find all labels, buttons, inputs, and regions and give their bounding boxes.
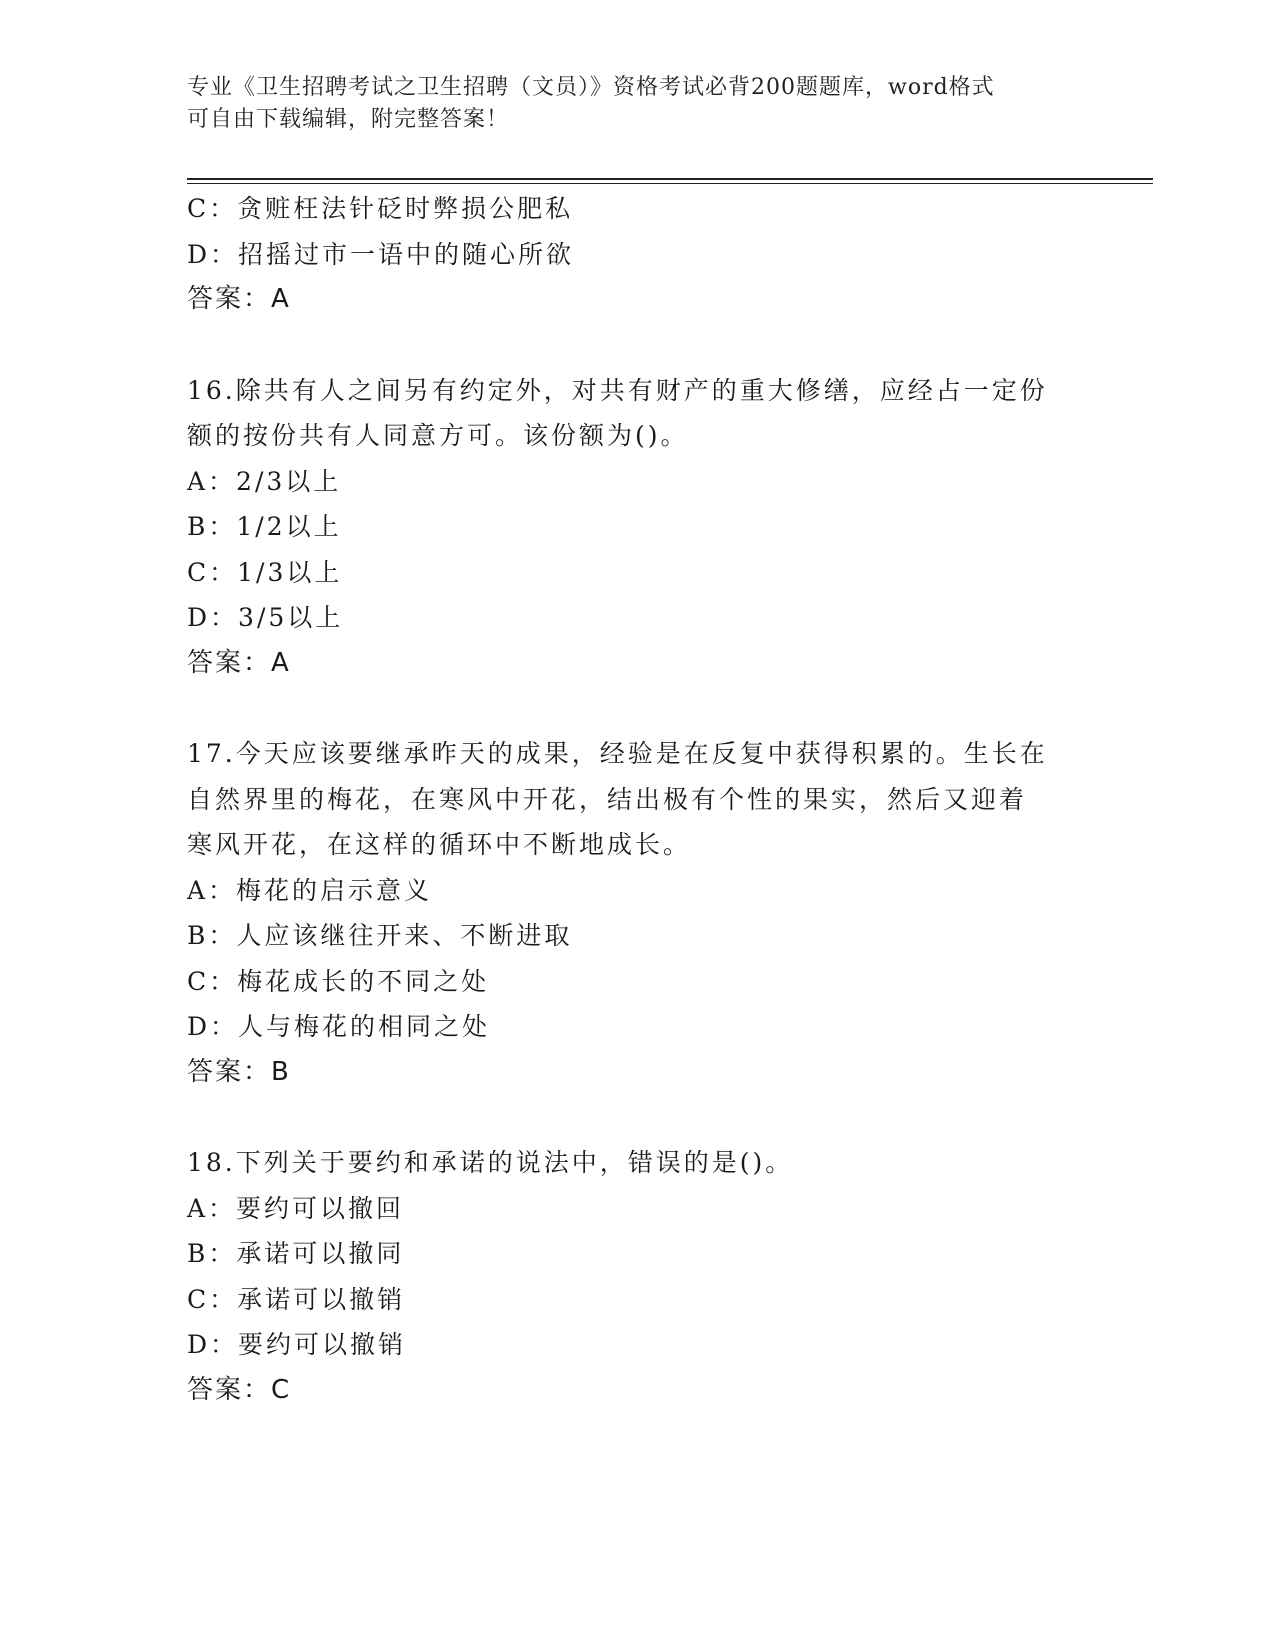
- spacer: [187, 686, 1087, 731]
- question-block-17: [187, 731, 1087, 1095]
- option-c: C：承诺可以撤销: [187, 1284, 406, 1314]
- answer-line: 答案：A: [187, 647, 291, 678]
- option-a: A：梅花的启示意义: [187, 875, 433, 905]
- option-c: C：1/3以上: [187, 557, 343, 587]
- header-divider: [187, 178, 1153, 184]
- spacer: [187, 1095, 1087, 1140]
- option-d: D：要约可以撤销: [187, 1330, 407, 1359]
- header-title-line2: 可自由下载编辑，附完整答案！: [187, 107, 510, 132]
- answer-line: 答案：B: [187, 1056, 291, 1087]
- option-a: A：2/3以上: [187, 466, 342, 496]
- answer-line: 答案：C: [187, 1374, 292, 1405]
- question-stem: 17.今天应该要继承昨天的成果，经验是在反复中获得积累的。生长在: [187, 739, 1048, 768]
- answer-line: 答案：A: [187, 284, 291, 314]
- option-c: C：贪赃枉法针砭时弊损公肥私: [187, 194, 574, 223]
- option-b: B：1/2以上: [187, 512, 342, 541]
- option-a: A：要约可以撤回: [187, 1193, 405, 1223]
- question-stem: 18.下列关于要约和承诺的说法中，错误的是()。: [187, 1148, 794, 1177]
- option-b: B：人应该继往开来、不断进取: [187, 921, 573, 950]
- question-list: [187, 186, 1087, 1413]
- option-d: D：3/5以上: [187, 603, 344, 632]
- header-title-line1: 专业《卫生招聘考试之卫生招聘（文员）》资格考试必背200题题库，word格式: [187, 75, 995, 100]
- option-d: D：人与梅花的相同之处: [187, 1012, 491, 1041]
- option-b: B：承诺可以撤同: [187, 1239, 405, 1268]
- question-stem: 自然界里的梅花，在寒风中开花，结出极有个性的果实，然后又迎着: [187, 784, 1028, 814]
- question-block-16: [187, 368, 1087, 687]
- question-block-18: [187, 1140, 1087, 1413]
- question-stem: 寒风开花，在这样的循环中不断地成长。: [187, 830, 692, 859]
- spacer: [187, 323, 1087, 368]
- document-header: [187, 72, 1067, 136]
- question-stem: 16.除共有人之间另有约定外，对共有财产的重大修缮，应经占一定份: [187, 375, 1048, 405]
- option-d: D：招摇过市一语中的随心所欲: [187, 239, 575, 269]
- question-block-15-tail: [187, 186, 1087, 323]
- option-c: C：梅花成长的不同之处: [187, 966, 490, 996]
- question-stem: 额的按份共有人同意方可。该份额为()。: [187, 421, 689, 450]
